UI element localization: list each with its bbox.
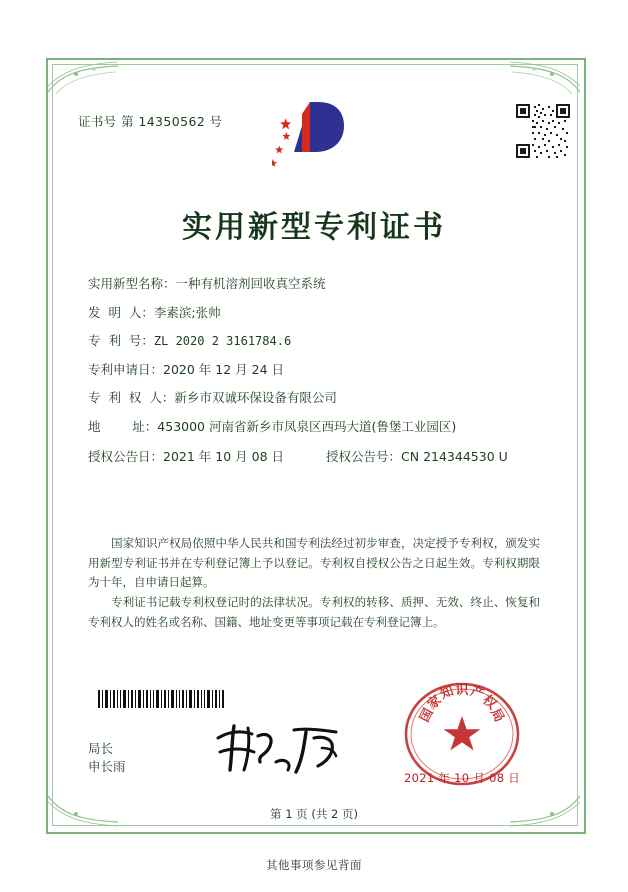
certificate-number: 证书号 第 14350562 号 (78, 114, 223, 129)
barcode-icon (98, 690, 224, 708)
footer-note: 其他事项参见背面 (266, 858, 362, 872)
publication-number (326, 447, 508, 465)
field-value: 2020 年 12 月 24 日 (163, 361, 285, 377)
field-value: ZL 2020 2 3161784.6 (153, 334, 292, 348)
field-label: 实用新型名称： (88, 276, 176, 291)
qr-code-icon (516, 104, 570, 158)
publication-date-value: 2021 年 10 月 08 日 (163, 449, 285, 464)
field-value: 一种有机溶剂回收真空系统 (175, 276, 326, 291)
field-application-date (88, 362, 540, 378)
svg-text:识: 识 (455, 683, 469, 698)
page-title: 实用新型专利证书 (182, 210, 446, 245)
director-name: 申长雨 (88, 759, 126, 774)
legal-paragraph-1 (88, 534, 540, 593)
handwritten-signature-icon (210, 718, 350, 778)
fields-block (88, 276, 540, 478)
svg-text:权: 权 (479, 692, 500, 713)
corner-ornament-top-left (46, 58, 120, 98)
field-value: 453000 河南省新乡市凤泉区西玛大道(鲁堡工业园区) (157, 418, 457, 434)
publication-number-value: CN 214344530 U (401, 449, 508, 464)
svg-text:局: 局 (487, 706, 507, 725)
field-patent-number (88, 333, 540, 349)
legal-paragraph-2 (88, 593, 540, 632)
field-inventor (88, 305, 540, 321)
publication-date (88, 447, 326, 465)
svg-text:产: 产 (468, 683, 486, 703)
field-label: 专 利 号： (88, 333, 154, 348)
corner-ornament-top-right (508, 58, 582, 98)
seal-date: 2021 年 10 月 08 日 (404, 771, 521, 785)
publication-number-label: 授权公告号： (326, 449, 402, 464)
field-label: 专 利 权 人： (88, 390, 175, 405)
paragraph-text: 专利证书记载专利权登记时的法律状况。专利权的转移、质押、无效、终止、恢复和专利权人的姓名或名称、国籍、地址变更等事项记载在专利登记簿上。 (88, 595, 540, 629)
field-patentee (88, 390, 540, 406)
field-label: 发 明 人： (88, 304, 154, 320)
field-label: 专利申请日： (88, 361, 164, 377)
svg-text:国: 国 (417, 706, 437, 725)
field-utility-model-name (88, 276, 540, 292)
publication-date-label: 授权公告日： (88, 449, 164, 464)
cnipa-logo-icon (272, 96, 356, 172)
field-label: 地 址： (88, 418, 158, 434)
field-value: 李素滨;张帅 (153, 304, 221, 320)
svg-text:家: 家 (424, 692, 445, 713)
svg-text:知: 知 (438, 683, 456, 703)
field-publication-row (88, 447, 540, 465)
field-value: 新乡市双诚环保设备有限公司 (174, 390, 337, 405)
director-label: 局长 (88, 741, 114, 756)
director-block (88, 740, 126, 776)
paragraph-text: 国家知识产权局依照中华人民共和国专利法经过初步审查，决定授予专利权，颁发实用新型专利证书并在专利登记簿上予以登记。专利权自授权公告之日起生效。专利权期限为十年，自申请日起算。 (88, 536, 540, 589)
field-address (88, 419, 540, 435)
page-indicator: 第 1 页 (共 2 页) (270, 807, 358, 821)
